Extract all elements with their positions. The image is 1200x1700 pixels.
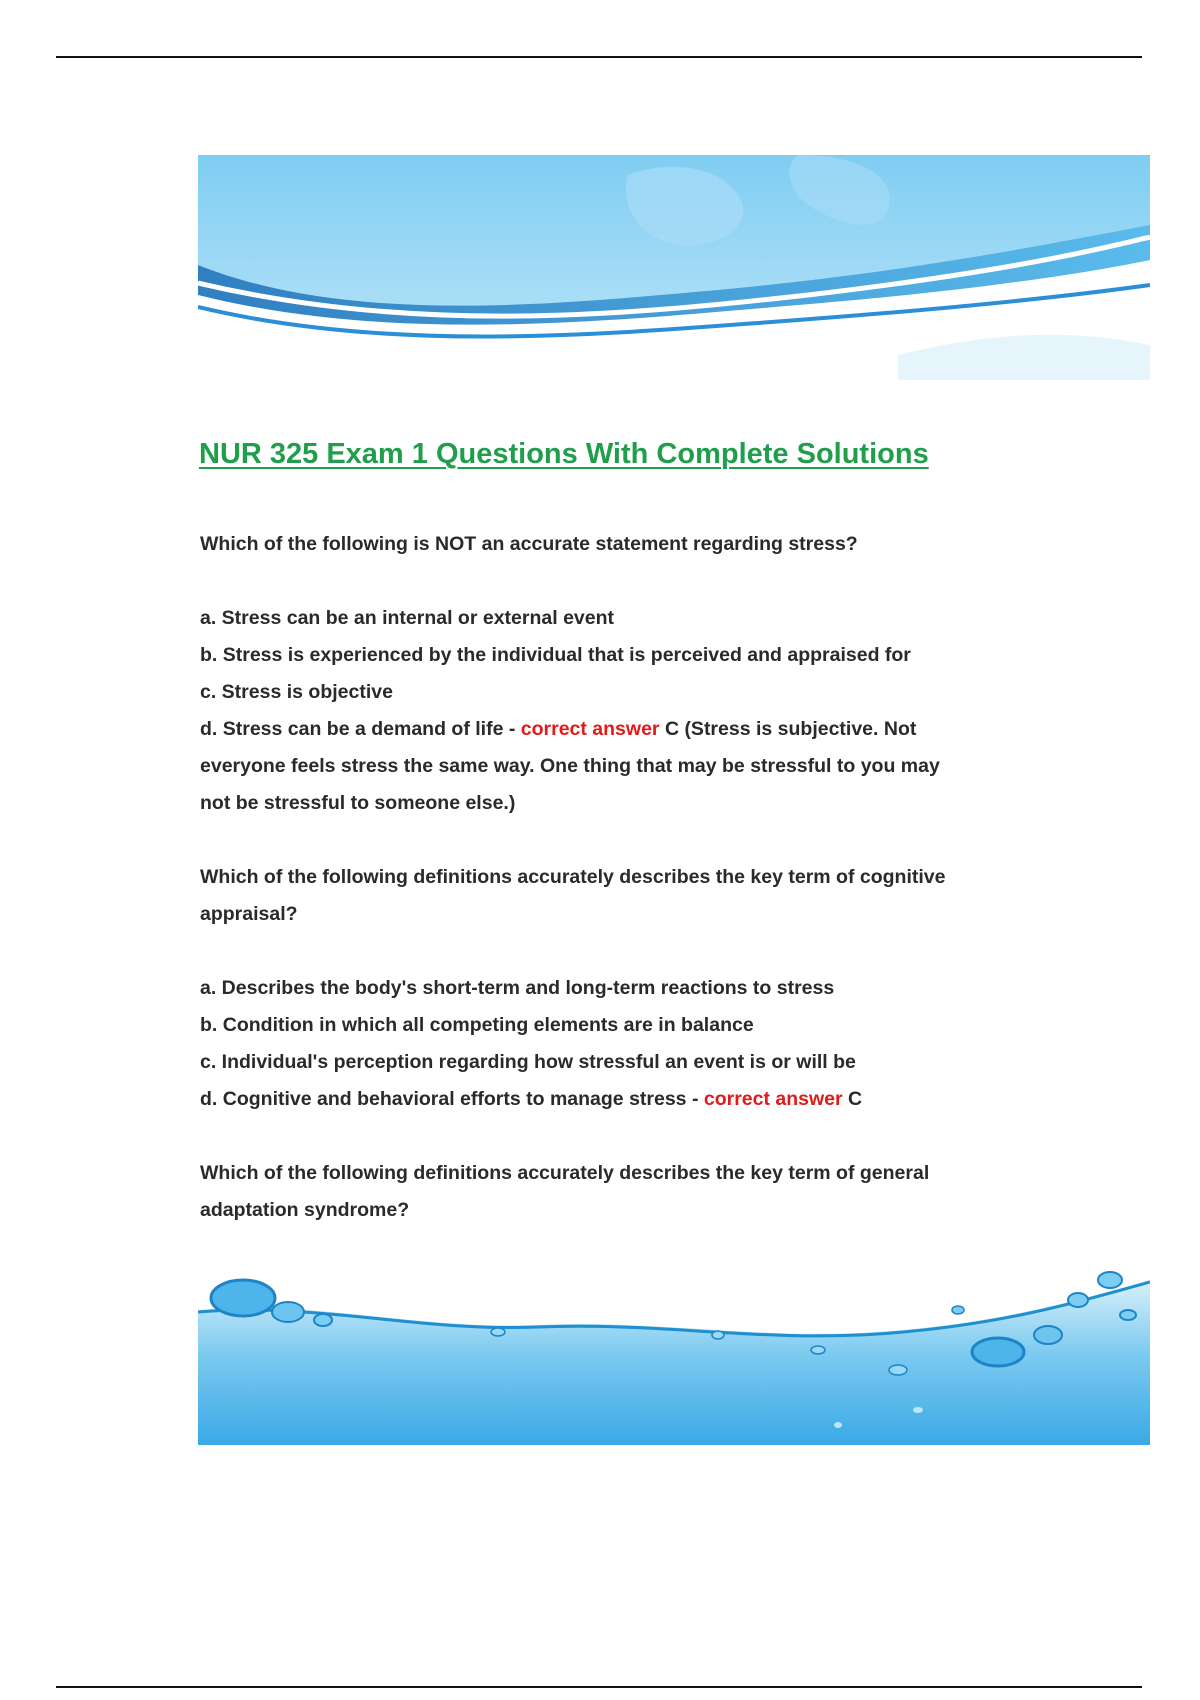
question-2-option-c: c. Individual's perception regarding how stressful an event is or will be — [200, 1051, 856, 1073]
question-3-text-line-1: Which of the following definitions accurately describes the key term of general — [200, 1162, 930, 1184]
question-1-answer: C (Stress is subjective. Not — [664, 718, 917, 740]
question-2-option-d: d. Cognitive and behavioral efforts to manage stress - — [200, 1088, 699, 1110]
top-rule — [56, 56, 1142, 58]
question-1-text: Which of the following is NOT an accurate statement regarding stress? — [200, 533, 858, 555]
question-2-option-b: b. Condition in which all competing elements are in balance — [200, 1014, 754, 1036]
document-title: NUR 325 Exam 1 Questions With Complete Solutions — [199, 438, 929, 470]
question-1-explanation-line-2: not be stressful to someone else.) — [200, 792, 516, 814]
water-footer-banner — [198, 1240, 1150, 1445]
question-1-option-d: d. Stress can be a demand of life - — [200, 718, 516, 740]
question-2-text-line-1: Which of the following definitions accurately describes the key term of cognitive — [200, 866, 946, 888]
question-1-option-a: a. Stress can be an internal or external event — [200, 607, 615, 629]
correct-answer-label: correct answer — [703, 1088, 843, 1110]
bottom-rule — [56, 1686, 1142, 1688]
question-1-explanation-line-1: everyone feels stress the same way. One thing that may be stressful to you may — [200, 755, 940, 777]
question-2-option-d-line — [200, 1087, 1100, 1111]
ocean-header-graphic — [198, 155, 1150, 380]
question-2-text-line-2: appraisal? — [200, 903, 298, 925]
question-1-option-d-line — [200, 717, 1100, 741]
correct-answer-label: correct answer — [520, 718, 660, 740]
ocean-header-banner — [198, 155, 1150, 380]
question-2-option-a: a. Describes the body's short-term and long-term reactions to stress — [200, 977, 835, 999]
question-3-text-line-2: adaptation syndrome? — [200, 1199, 410, 1221]
question-2-answer: C — [848, 1088, 863, 1110]
water-splash-graphic — [198, 1240, 1150, 1445]
question-1-option-c: c. Stress is objective — [200, 681, 393, 703]
question-1-option-b: b. Stress is experienced by the individual that is perceived and appraised for — [200, 644, 911, 666]
